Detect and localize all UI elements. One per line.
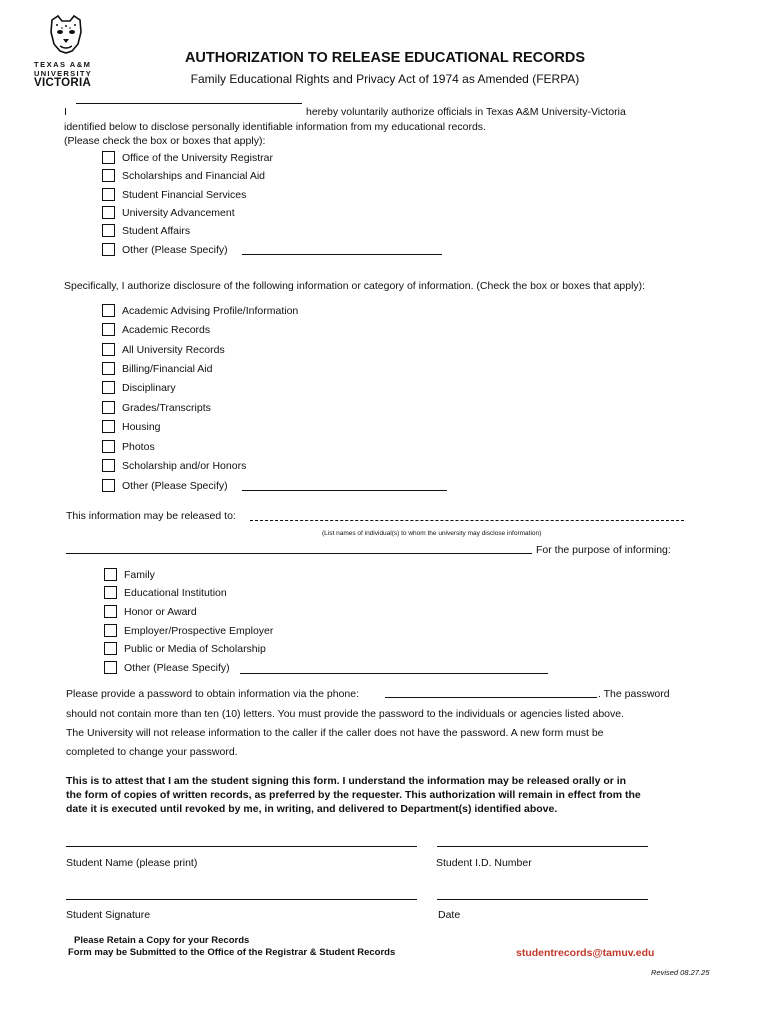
- category-label: Disciplinary: [122, 381, 176, 394]
- category-other-blank[interactable]: [242, 490, 447, 491]
- password-line1: Please provide a password to obtain information via the phone:: [66, 688, 360, 700]
- password-line2: should not contain more than ten (10) letters. You must provide the password to the individuals or agencies listed above.: [66, 708, 625, 720]
- category-option[interactable]: [102, 323, 210, 336]
- office-other-blank[interactable]: [242, 254, 442, 255]
- category-option[interactable]: [102, 381, 176, 394]
- category-option[interactable]: [102, 440, 155, 453]
- category-label: Academic Advising Profile/Information: [122, 304, 299, 317]
- student-id-label: Student I.D. Number: [436, 857, 532, 869]
- student-signature-label: Student Signature: [66, 909, 151, 921]
- submit-note: Form may be Submitted to the Office of the Registrar & Student Records: [68, 947, 396, 958]
- released-to-blank-2[interactable]: [66, 553, 532, 554]
- purpose-option-label: Employer/Prospective Employer: [124, 624, 274, 637]
- student-name-label: Student Name (please print): [66, 857, 198, 869]
- checkbox[interactable]: [102, 169, 115, 182]
- attest-line1: This is to attest that I am the student signing this form. I understand the information may be released orally or in: [66, 775, 627, 787]
- checkbox[interactable]: [102, 323, 115, 336]
- email-link[interactable]: studentrecords@tamuv.edu: [516, 947, 655, 959]
- page-title: AUTHORIZATION TO RELEASE EDUCATIONAL RECORDS: [184, 50, 586, 66]
- released-to-label: This information may be released to:: [66, 510, 236, 522]
- checkbox[interactable]: [102, 459, 115, 472]
- jaguar-logo-icon: [48, 14, 84, 54]
- date-label: Date: [438, 909, 461, 921]
- checkbox[interactable]: [102, 343, 115, 356]
- category-label: Academic Records: [122, 323, 211, 336]
- logo-line2: UNIVERSITY: [34, 69, 93, 78]
- purpose-option[interactable]: [104, 642, 266, 655]
- category-label: Scholarship and/or Honors: [122, 459, 247, 472]
- category-label: Housing: [122, 420, 161, 433]
- office-option[interactable]: [102, 151, 273, 164]
- office-option[interactable]: [102, 206, 235, 219]
- office-label: Other (Please Specify): [122, 243, 228, 256]
- page-subtitle: Family Educational Rights and Privacy Act of 1974 as Amended (FERPA): [190, 72, 580, 86]
- intro-line1: hereby voluntarily authorize officials in Texas A&M University-Victoria: [306, 106, 626, 118]
- intro-prefix: I: [64, 106, 67, 118]
- office-option[interactable]: [102, 188, 246, 201]
- checkbox[interactable]: [102, 479, 115, 492]
- purpose-option[interactable]: [104, 605, 197, 618]
- office-option[interactable]: [102, 243, 228, 256]
- category-option[interactable]: [102, 304, 298, 317]
- purpose-option[interactable]: [104, 624, 273, 637]
- category-label: Billing/Financial Aid: [122, 362, 213, 375]
- category-label: All University Records: [122, 343, 225, 356]
- office-option[interactable]: [102, 224, 190, 237]
- released-to-blank[interactable]: [250, 520, 684, 521]
- purpose-option[interactable]: [104, 661, 230, 674]
- checkbox[interactable]: [102, 440, 115, 453]
- checkbox[interactable]: [102, 206, 115, 219]
- purpose-option-label: Educational Institution: [124, 586, 227, 599]
- checkbox[interactable]: [104, 605, 117, 618]
- checkbox[interactable]: [102, 151, 115, 164]
- purpose-other-blank[interactable]: [240, 673, 548, 674]
- checkbox[interactable]: [102, 188, 115, 201]
- student-name-line[interactable]: [66, 846, 417, 847]
- checkbox[interactable]: [102, 243, 115, 256]
- category-label: Grades/Transcripts: [122, 401, 211, 414]
- checkbox[interactable]: [104, 661, 117, 674]
- date-line[interactable]: [437, 899, 648, 900]
- intro-line2: identified below to disclose personally identifiable information from my educational records.: [64, 121, 486, 133]
- purpose-option-label: Honor or Award: [124, 605, 197, 618]
- purpose-option[interactable]: [104, 586, 227, 599]
- category-option[interactable]: [102, 420, 161, 433]
- released-note: (List names of individual(s) to whom the university may disclose information): [322, 530, 542, 537]
- checkbox[interactable]: [102, 420, 115, 433]
- revision-date: Revised 08.27.25: [651, 968, 710, 977]
- category-label: Photos: [122, 440, 155, 453]
- category-label: Other (Please Specify): [122, 479, 228, 492]
- category-option[interactable]: [102, 459, 246, 472]
- student-name-blank[interactable]: [76, 103, 302, 104]
- password-line4: completed to change your password.: [66, 746, 238, 758]
- logo-line1: TEXAS A&M: [34, 60, 92, 69]
- password-line3: The University will not release information to the caller if the caller does not have the password. A new form must be: [66, 727, 604, 739]
- purpose-option-label: Family: [124, 568, 155, 581]
- office-label: Student Affairs: [122, 224, 191, 237]
- purpose-option[interactable]: [104, 568, 155, 581]
- office-label: Scholarships and Financial Aid: [122, 169, 266, 182]
- category-option[interactable]: [102, 362, 212, 375]
- office-option[interactable]: [102, 169, 265, 182]
- category-option[interactable]: [102, 479, 228, 492]
- purpose-option-label: Other (Please Specify): [124, 661, 230, 674]
- checkbox[interactable]: [104, 642, 117, 655]
- specifically-text: Specifically, I authorize disclosure of the following information or category of information. (Check the box or boxes that apply):: [64, 280, 646, 292]
- attest-line3: date it is executed until revoked by me, in writing, and delivered to Department(s) identified above.: [66, 803, 558, 815]
- logo-line3: VICTORIA: [34, 77, 92, 89]
- student-signature-line[interactable]: [66, 899, 417, 900]
- purpose-option-label: Public or Media of Scholarship: [124, 642, 266, 655]
- checkbox[interactable]: [102, 304, 115, 317]
- checkbox[interactable]: [102, 224, 115, 237]
- password-blank[interactable]: [385, 697, 597, 698]
- checkbox[interactable]: [104, 568, 117, 581]
- student-id-line[interactable]: [437, 846, 648, 847]
- purpose-label: For the purpose of informing:: [536, 544, 671, 556]
- intro-line3: (Please check the box or boxes that apply):: [64, 135, 266, 147]
- office-label: University Advancement: [122, 206, 235, 219]
- office-label: Office of the University Registrar: [122, 151, 273, 164]
- checkbox[interactable]: [104, 624, 117, 637]
- checkbox[interactable]: [102, 362, 115, 375]
- office-label: Student Financial Services: [122, 188, 247, 201]
- checkbox[interactable]: [104, 586, 117, 599]
- retain-note: Please Retain a Copy for your Records: [74, 935, 250, 946]
- checkbox[interactable]: [102, 401, 115, 414]
- category-option[interactable]: [102, 401, 211, 414]
- category-option[interactable]: [102, 343, 225, 356]
- checkbox[interactable]: [102, 381, 115, 394]
- attest-line2: the form of copies of written records, as preferred by the requester. This authorization will remain in effect from the: [66, 789, 641, 801]
- password-line1-suffix: . The password: [598, 688, 670, 700]
